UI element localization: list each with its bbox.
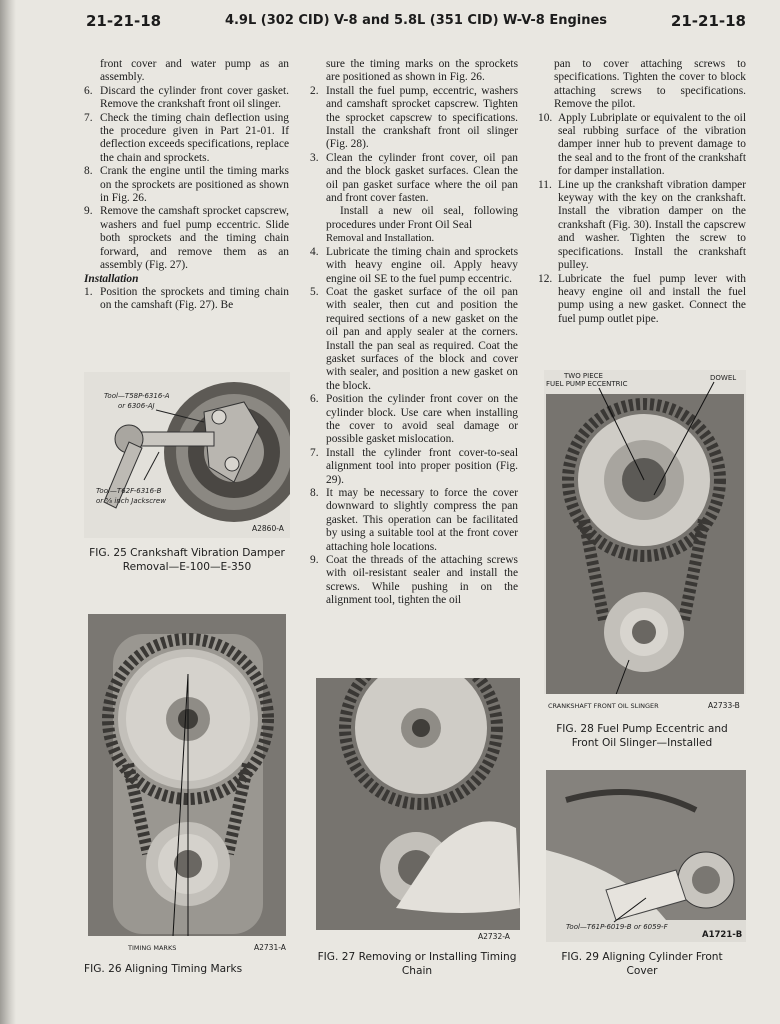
figure-26-caption — [84, 962, 284, 976]
figure-27-caption — [310, 950, 524, 978]
figure-code: A1721-B — [702, 930, 743, 940]
step-number: 6. — [84, 84, 93, 97]
step-number: 7. — [84, 111, 93, 124]
figure-code: A2860-A — [252, 524, 284, 533]
install-step-4 — [310, 246, 518, 286]
note-oil-seal — [310, 205, 518, 245]
step-number: 5. — [310, 285, 319, 298]
paragraph-continued: sure the timing marks on the sprockets are positioned as shown in Fig. 26. — [326, 58, 518, 84]
figure-27-chain-removal — [316, 678, 520, 942]
figure-28-caption — [540, 722, 744, 750]
step-text: Coat the gasket surface of the oil pan with sealer, then cut and position the required sections of a new gasket on the oil pan and apply sealer at the corners. Install the pan seal as required. Coat the gasket surfaces of the block and cover with sealer, and position a new gasket on the block. — [326, 285, 518, 392]
step-text: It may be necessary to force the cover downward to slightly compress the pan gasket. This operation can be facilitated by using a suitable tool at the front cover attaching hole locations. — [326, 487, 518, 553]
step-text: Position the sprockets and timing chain on the camshaft (Fig. 27). Be — [100, 285, 289, 312]
section-heading-installation: Installation — [84, 272, 139, 285]
figure-28-fuel-pump-eccentric — [544, 370, 746, 714]
figure-29-aligning-cover — [546, 770, 746, 942]
install-step-11 — [538, 179, 746, 273]
figure-29-caption — [540, 950, 744, 978]
eccentric-illustration — [544, 370, 746, 714]
install-step-3 — [310, 152, 518, 206]
text-column-2 — [310, 58, 518, 608]
step-number: 9. — [310, 554, 319, 567]
text-column-3 — [538, 58, 746, 326]
caption-line: Chain — [401, 965, 433, 977]
install-step-10 — [538, 112, 746, 179]
chain-removal-illustration — [316, 678, 520, 942]
step-number: 3. — [310, 151, 319, 164]
caption-line: FIG. 27 Removing or Installing Timing — [317, 951, 517, 963]
step-8 — [84, 165, 289, 205]
step-number: 11. — [538, 178, 552, 191]
caption-line: FIG. 29 Aligning Cylinder Front — [561, 951, 723, 963]
paragraph-continued: pan to cover attaching screws to specifications. Tighten the cover to block attaching screws to specifications. Remove the pilot. — [554, 58, 746, 111]
caption-line: Removal—E-100—E-350 — [122, 561, 252, 573]
step-number: 8. — [84, 165, 93, 178]
step-text: Lubricate the timing chain and sprockets with heavy engine oil. Apply heavy engine oil SE to the fuel pump eccentric. — [326, 245, 518, 285]
figure-code: A2731-A — [254, 943, 286, 952]
step-text: Crank the engine until the timing marks on the sprockets are positioned as shown in Fig. 26. — [100, 165, 289, 205]
step-text: Apply Lubriplate or equivalent to the oil seal rubbing surface of the vibration damper inner hub to prevent damage to the seal and to the front of the crankshaft for damper installation. — [558, 111, 746, 178]
install-step-6 — [310, 393, 518, 447]
install-step-8 — [310, 487, 518, 554]
text-column-1 — [84, 58, 289, 313]
install-step-12 — [538, 273, 746, 327]
install-step-9 — [310, 554, 518, 608]
caption-line: Front Oil Slinger—Installed — [571, 737, 713, 749]
step-text: Install the fuel pump, eccentric, washers and camshaft sprocket capscrew. Tighten the sprocket capscrew to specifications. Install the crankshaft front oil slinger (Fig. 28). — [326, 84, 518, 151]
step-number: 1. — [84, 285, 93, 298]
note-line: Install a new oil seal, following procedures under Front Oil Seal — [326, 205, 518, 231]
step-number: 4. — [310, 245, 319, 258]
step-6 — [84, 85, 289, 112]
step-text: Remove the camshaft sprocket capscrew, washers and fuel pump eccentric. Slide both sprockets and the timing chain forward, and remove them as an assembly (Fig. 27). — [100, 205, 289, 272]
note-line: Removal and Installation. — [326, 233, 435, 245]
step-number: 8. — [310, 487, 319, 499]
figure-code: A2732-A — [478, 932, 510, 941]
caption-line: FIG. 25 Crankshaft Vibration Damper — [89, 547, 285, 559]
install-step-1 — [84, 286, 289, 313]
page-number-right: 21-21-18 — [670, 12, 746, 30]
timing-marks-label: TIMING MARKS — [128, 944, 177, 952]
figure-25-caption — [84, 546, 290, 574]
paragraph-continued: front cover and water pump as an assembly. — [100, 58, 289, 84]
caption-line: Cover — [626, 965, 658, 977]
tool-label: or 6306-AJ — [118, 402, 155, 410]
step-number: 9. — [84, 205, 93, 218]
tool-label: or ⅝ inch Jackscrew — [96, 497, 166, 505]
two-piece-label: TWO PIECE — [564, 372, 603, 380]
running-title: 4.9L (302 CID) V-8 and 5.8L (351 CID) W-V-8 Engines — [224, 13, 608, 28]
figure-25-damper-removal — [84, 372, 290, 538]
page-binding-shadow — [0, 0, 16, 1024]
page-header — [86, 12, 746, 38]
step-text: Check the timing chain deflection using the procedure given in Part 21-01. If deflection exceeds specifications, replace the chain and sprockets. — [100, 111, 289, 164]
step-text: Lubricate the fuel pump lever with heavy engine oil and install the fuel pump using a new gasket. Connect the fuel pump outlet pipe. — [558, 272, 746, 325]
tool-label: Tool—T62F-6316-B — [96, 487, 162, 495]
step-number: 6. — [310, 393, 319, 406]
slinger-label: CRANKSHAFT FRONT OIL SLINGER — [548, 702, 659, 710]
step-text: Install the cylinder front cover-to-seal alignment tool into proper position (Fig. 29). — [326, 446, 518, 486]
caption-line: FIG. 26 Aligning Timing Marks — [84, 963, 243, 975]
step-number: 10. — [538, 111, 553, 124]
tool-label: Tool—T61P-6019-B or 6059-F — [566, 923, 668, 931]
install-step-2 — [310, 85, 518, 152]
page-number-left: 21-21-18 — [86, 12, 162, 30]
step-number: 2. — [310, 84, 319, 97]
step-number: 7. — [310, 446, 319, 459]
install-step-5 — [310, 286, 518, 393]
tool-label: Tool—T58P-6316-A — [104, 392, 170, 400]
step-text: Discard the cylinder front cover gasket. Remove the crankshaft front oil slinger. — [100, 84, 289, 111]
caption-line: FIG. 28 Fuel Pump Eccentric and — [556, 723, 728, 735]
figure-26-timing-marks — [88, 614, 286, 956]
figure-code: A2733-B — [708, 701, 740, 710]
alignment-tool-illustration — [546, 770, 746, 942]
dowel-label: DOWEL — [710, 374, 737, 382]
step-text: Line up the crankshaft vibration damper keyway with the key on the crankshaft. Install the vibration damper on the crankshaft (Fig. 30). Install the capscrew and washer. Tighten the screw to specifications. Install the crankshaft pulley. — [558, 178, 746, 272]
step-text: Position the cylinder front cover on the cylinder block. Use care when installing the cover to avoid seal damage or possible gasket mislocation. — [326, 393, 518, 446]
timing-chain-illustration — [88, 614, 286, 956]
step-number: 12. — [538, 272, 553, 285]
step-7 — [84, 112, 289, 166]
eccentric-label: FUEL PUMP ECCENTRIC — [546, 380, 628, 388]
install-step-7 — [310, 447, 518, 487]
step-text: Coat the threads of the attaching screws with oil-resistant sealer and install the screws. While pushing in on the alignment tool, tighten the oil — [326, 554, 518, 607]
step-9 — [84, 205, 289, 272]
step-text: Clean the cylinder front cover, oil pan and the block gasket surfaces. Clean the oil pan gasket surface where the oil pan and front cover fasten. — [326, 151, 518, 205]
